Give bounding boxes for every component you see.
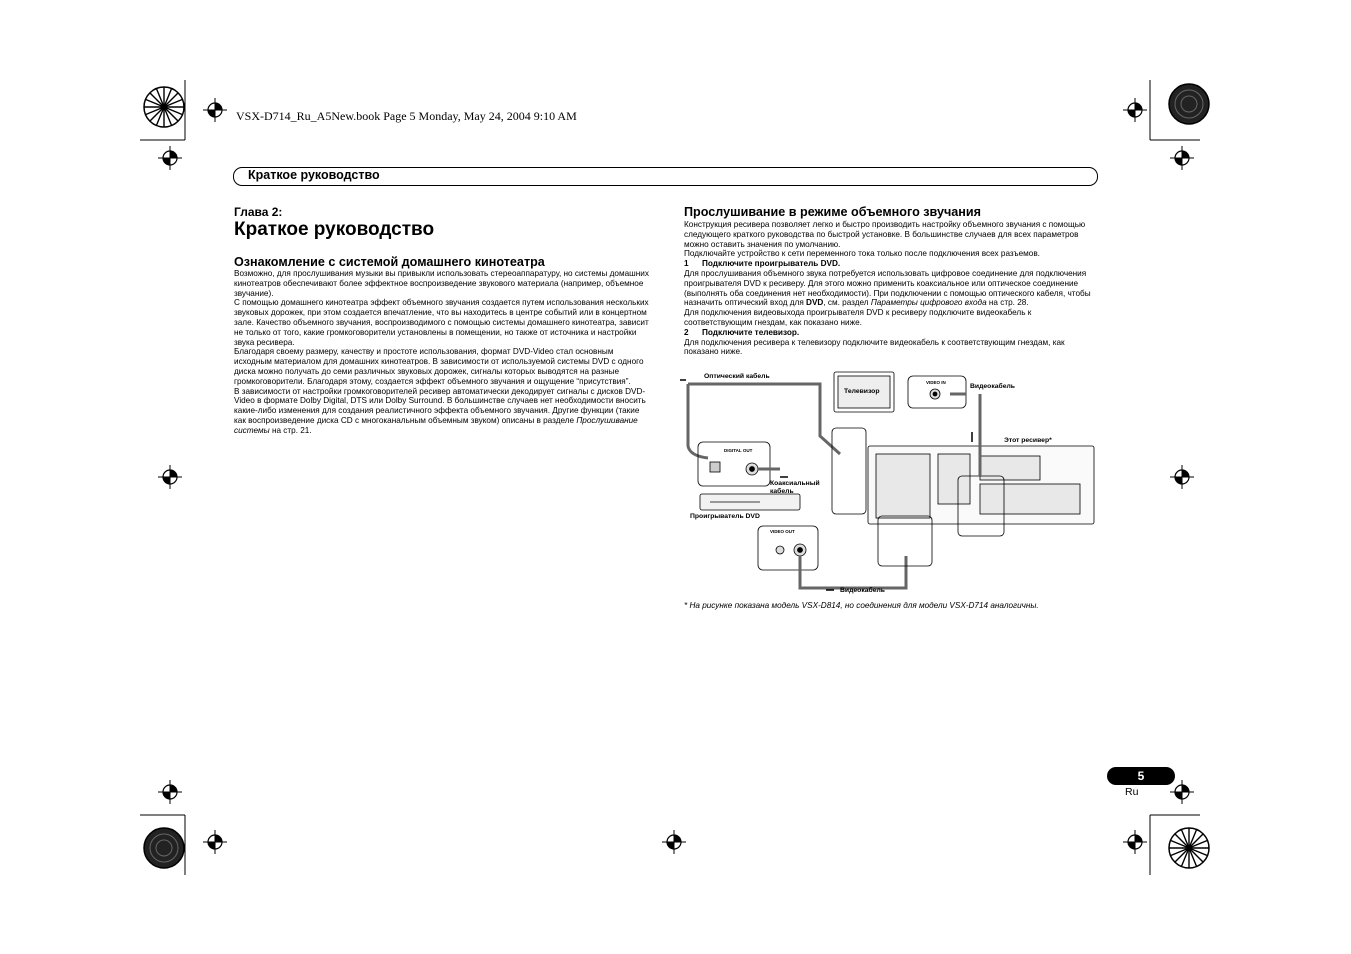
connection-diagram xyxy=(680,366,1100,598)
left-paragraph-4: В зависимости от настройки громкоговорителей ресивер автоматически декодирует сигналы с дисков DVD-Video в формате Dolby Digital, DTS или Dolby Surround. В большинстве случаев нет необходимости вносить какие-либо изменения для создания реалистичного эффекта объемного звучания. Другие функции (такие как воспроизведение диска CD с многоканальным объемным звуком) описаны в разделе Прослушивание системы на стр. 21. xyxy=(234,386,646,435)
video-cable-bottom-label: Видеокабель xyxy=(840,587,885,594)
dvd-player-label: Проигрыватель DVD xyxy=(690,513,760,520)
left-paragraph-1: Возможно, для прослушивания музыки вы привыкли использовать стереоаппаратуру, но системы домашних кинотеатров обеспечивают более эффектное воспроизведение звукового материала (например, объемное звучание). xyxy=(234,269,649,298)
right-column xyxy=(684,220,1099,357)
this-receiver-label: Этот ресивер* xyxy=(1004,437,1052,444)
left-heading: Ознакомление с системой домашнего кинотеатра xyxy=(234,255,545,269)
step-1-title: 1 Подключите проигрыватель DVD. xyxy=(684,259,841,269)
cross-reference-link: Прослушивание системы xyxy=(234,415,638,435)
chapter-title: Краткое руководство xyxy=(234,219,435,240)
print-header: VSX-D714_Ru_A5New.book Page 5 Monday, May 24, 2004 9:10 AM xyxy=(236,109,577,123)
step-2-title: 2 Подключите телевизор. xyxy=(684,327,800,337)
left-column xyxy=(234,269,649,436)
right-heading: Прослушивание в режиме объемного звучания xyxy=(684,205,981,219)
footnote: * На рисунке показана модель VSX-D814, но соединения для модели VSX-D714 аналогичны. xyxy=(684,601,1039,610)
video-out-label: VIDEO OUT xyxy=(770,529,795,534)
optical-cable-label: Оптический кабель xyxy=(704,373,770,380)
page-language: Ru xyxy=(1125,786,1139,798)
right-intro-1: Конструкция ресивера позволяет легко и быстро производить настройку объемного звучания с помощью следующего краткого руководства по быстрой установке. В большинстве случаев для всех параметров можно оставить значения по умолчанию. xyxy=(684,220,1086,249)
video-in-label: VIDEO IN xyxy=(926,380,946,385)
left-paragraph-3: Благодаря своему размеру, качеству и простоте использования, формат DVD-Video стал основным исходным материалом для домашних кинотеатров. В зависимости от используемой системы DVD с одного диска можно получать до семи различных звуковых дорожек, сигналы которых выводятся на разные громкоговорители. Благодаря этому, создается эффект объемного звучания и ощущение “присутствия”. xyxy=(234,347,644,386)
step-1-paragraph-2: Для подключения видеовыхода проигрывателя DVD к ресиверу подключите видеокабель к соответствующим гнездам, как показано ниже. xyxy=(684,308,1032,327)
chapter-label: Глава 2: xyxy=(234,205,283,219)
digital-out-label: DIGITAL OUT xyxy=(724,448,753,453)
right-intro-2: Подключайте устройство к сети переменного тока только после подключения всех разъемов. xyxy=(684,249,1040,259)
left-paragraph-2: С помощью домашнего кинотеатра эффект объемного звучания создается путем использования нескольких звуковых дорожек, при этом создается впечатление, что вы находитесь в центре событий или в концертном зале. Качество объемного звучания, воспроизводимого с помощью системы домашнего кинотеатра, зависит не только от того, какие громкоговорители установлены в помещении, но также от источника и настройки звука ресивера. xyxy=(234,298,649,347)
tv-label: Телевизор xyxy=(844,388,880,395)
section-header-bar xyxy=(233,167,1098,186)
video-cable-top-label: Видеокабель xyxy=(970,383,1015,390)
coax-cable-label-1: Коаксиальный xyxy=(770,480,820,487)
page-number-tab: 5 xyxy=(1107,767,1175,785)
step-1-paragraph-1: Для прослушивания объемного звука потребуется использовать цифровое соединение для подключения проигрывателя DVD к ресиверу. Для этого можно применить коаксиальное или оптическое соединение (выполнять оба соединения нет необходимости). При подключении с помощью оптического кабеля, чтобы назначить оптический вход для DVD, см. раздел Параметры цифрового входа на стр. 28. xyxy=(684,268,1091,308)
step-2-paragraph-1: Для подключения ресивера к телевизору подключите видеокабель к соответствующим гнездам, как показано ниже. xyxy=(684,337,1065,357)
section-title: Краткое руководство xyxy=(248,168,380,182)
coax-cable-label-2: кабель xyxy=(770,488,794,495)
